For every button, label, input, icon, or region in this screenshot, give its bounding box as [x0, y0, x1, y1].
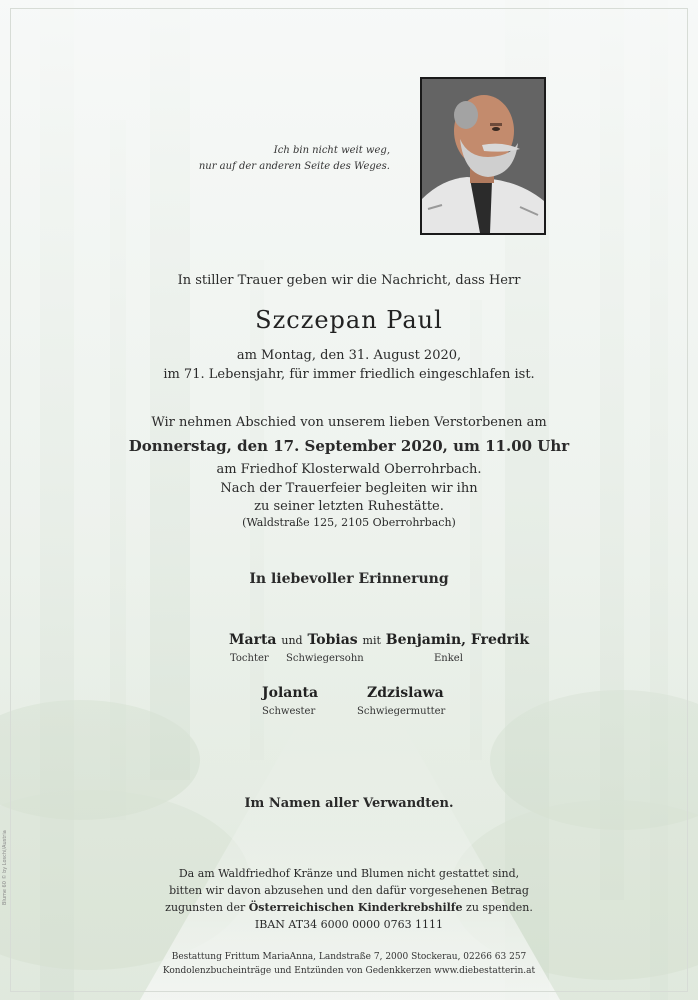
condolence-website: Kondolenzbucheinträge und Entzünden von Gedenkkerzen www.diebestatterin.at — [162, 966, 536, 976]
donation-line-3-pre: zugunsten der — [165, 901, 249, 914]
role-schwiegersohn: Schwiegersohn — [286, 653, 364, 664]
image-credit: Blume 60 © by Loschi/Austria — [2, 830, 8, 905]
name-tobias: Tobias — [307, 632, 358, 648]
name-jolanta: Jolanta — [262, 685, 319, 701]
donation-line-1: Da am Waldfriedhof Kränze und Blumen nicht gestattet sind, — [178, 867, 520, 880]
relatives-line: Im Namen aller Verwandten. — [244, 796, 454, 811]
donation-line-2: bitten wir davon abzusehen und den dafür vorgesehenen Betrag — [169, 884, 529, 897]
funeral-place: am Friedhof Klosterwald Oberrohrbach. — [216, 462, 482, 477]
memorial-quote — [160, 143, 390, 175]
role-tochter: Tochter — [230, 653, 269, 664]
portrait-photo — [420, 77, 546, 235]
name-marta: Marta — [229, 632, 277, 648]
name-zdzislawa: Zdzislawa — [367, 685, 444, 701]
role-enkel: Enkel — [434, 653, 463, 664]
death-date-line: am Montag, den 31. August 2020, — [236, 348, 462, 363]
deceased-name: Szczepan Paul — [255, 306, 443, 334]
death-age-line: im 71. Lebensjahr, für immer friedlich eingeschlafen ist. — [163, 367, 535, 382]
charity-name: Österreichischen Kinderkrebshilfe — [248, 901, 463, 914]
conj-und: und — [281, 634, 303, 647]
after-ceremony-line-1: Nach der Trauerfeier begleiten wir ihn — [220, 481, 478, 496]
name-grandchildren: Benjamin, Fredrik — [385, 632, 530, 648]
quote-line-1: Ich bin nicht weit weg, — [273, 145, 390, 156]
conj-mit: mit — [362, 634, 381, 647]
memory-heading: In liebevoller Erinnerung — [249, 571, 449, 587]
quote-line-2: nur auf der anderen Seite des Weges. — [198, 161, 390, 172]
donation-iban: IBAN AT34 6000 0000 0763 1111 — [254, 918, 444, 931]
announcement-text: In stiller Trauer geben wir die Nachricht, dass Herr — [177, 273, 521, 288]
role-schwiegermutter: Schwiegermutter — [357, 706, 446, 717]
funeral-date: Donnerstag, den 17. September 2020, um 11.00 Uhr — [128, 437, 570, 455]
role-schwester: Schwester — [262, 706, 316, 717]
farewell-intro: Wir nehmen Abschied von unserem lieben Verstorbenen am — [151, 415, 547, 430]
after-ceremony-line-2: zu seiner letzten Ruhestätte. — [254, 499, 444, 514]
cemetery-address: (Waldstraße 125, 2105 Oberrohrbach) — [242, 516, 456, 529]
family-row-1 — [229, 632, 529, 648]
donation-line-3-post: zu spenden. — [462, 901, 533, 914]
portrait-illustration — [422, 79, 544, 233]
donation-line-3 — [0, 901, 698, 914]
funeral-home-info: Bestattung Frittum MariaAnna, Landstraße 7, 2000 Stockerau, 02266 63 257 — [171, 952, 527, 962]
